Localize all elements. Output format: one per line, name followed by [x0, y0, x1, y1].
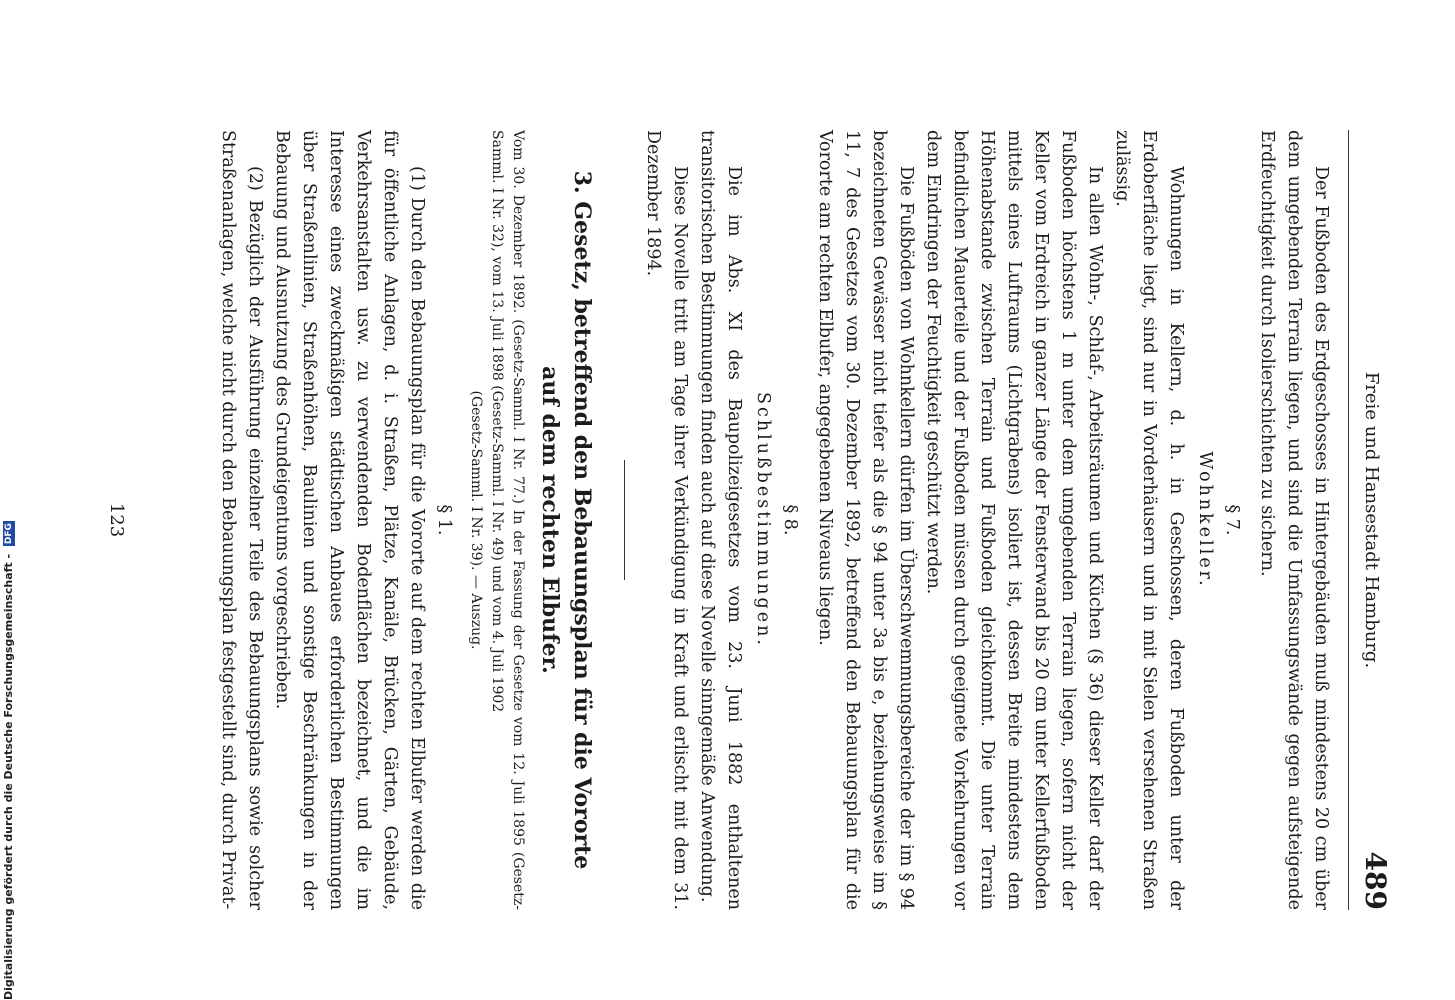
law-reference: Vom 30. Dezember 1892. (Gesetz-Samml. I Nr. 77.) In der Fassung der Gesetze vom 12. Juli 1895 (Gesetz-Samml. I Nr. 32), vom 13. Juli 1898 (Gesetz-Samml. I Nr. 49) und vom 4. Juli 1902: [489, 130, 526, 910]
law-reference-end: (Gesetz-Samml. I Nr. 39). — Auszug.: [468, 390, 484, 650]
bottom-page-number: 123: [106, 502, 127, 538]
section-heading: § 7.: [1222, 504, 1242, 536]
digitization-text: Digitalisierung gefördert durch die Deutsche Forschungsgemeinschaft -: [2, 553, 15, 1000]
law-title-line-2: auf dem rechten Elbufer.: [537, 366, 563, 674]
paragraph: Der Fußboden des Erdgeschosses in Hintergebäuden muß mindestens 20 cm über dem umgebenden Terrain liegen, und sind die Umfassungswände gegen aufsteigende Erdfeuchtigkeit durch Isolierschichten zu sichern.: [1257, 130, 1331, 910]
section-title: Schlußbestimmungen.: [753, 392, 773, 648]
paragraph: In allen Wohn-, Schlaf-, Arbeitsräumen und Küchen (§ 36) dieser Keller darf der Fußboden höchstens 1 m unter dem umgebenden Terrain liegen, sofern nicht der Keller vom Erdreich in ganzer Länge der Fensterwand bis 20 cm unter Kellerfußboden mittels eines Luftraums (Lichtgrabens) isoliert ist, dessen Breite mindestens dem Höhenabstande zwischen Terrain und Fußboden gleichkommt. Die unter Terrain befindlichen Mauerteile und der Fußboden müssen durch geeignete Vorkehrungen vor dem Eindringen der Feuchtigkeit geschützt werden.: [923, 130, 1105, 910]
page-header: [1355, 130, 1392, 910]
header-rule: [1348, 130, 1349, 910]
paragraph: (1) Durch den Bebauungsplan für die Vororte auf dem rechten Elbufer werden die für öffentliche Anlagen, d. i. Straßen, Plätze, Kanäle, Brücken, Gärten, Gebäude, Verkehrsanstalten usw. zu verwendenden Bodenflächen bezeichnet, und die im Interesse eines zweckmäßigen städtischen Anbaues erforderlichen Bestimmungen über Straßenlinien, Straßenhöhen, Baulinien und sonstige Beschränkungen in der Bebauung und Ausnutzung des Grundeigentums vorgeschrieben.: [272, 130, 427, 910]
document-page: [105, 130, 1392, 910]
running-head: Freie und Hansestadt Hamburg.: [1361, 371, 1382, 669]
section-heading: § 1.: [434, 504, 454, 536]
paragraph: Wohnungen in Kellern, d. h. in Geschossen, deren Fußboden unter der Erdoberfläche liegt, sind nur in Vorderhäusern und in mit Sielen versehenen Straßen zulässig.: [1112, 130, 1186, 910]
paragraph: Diese Novelle tritt am Tage ihrer Verkündigung in Kraft und erlischt mit dem 31. Dezember 1894.: [643, 130, 690, 910]
separator-rule: [624, 460, 625, 580]
digitization-note: [2, 521, 16, 1000]
page-number: 489: [1359, 851, 1392, 910]
paragraph: Die Fußböden von Wohnkellern dürfen im Überschwemmungsbereiche der im § 94 bezeichneten Gewässer nicht tiefer als die § 94 unter 3a bis e, beziehungsweise im § 11, 7 des Gesetzes vom 30. Dezember 1892, betreffend den Bebauungsplan für die Vororte am rechten Elbufer, angegebenen Niveaus liegen.: [815, 130, 916, 910]
dfg-logo: DFG: [4, 523, 14, 545]
section-heading: § 8.: [780, 504, 800, 536]
section-title: Wohnkeller.: [1195, 451, 1215, 589]
paragraph: Die im Abs. XI des Baupolizeigesetzes vom 23. Juni 1882 enthaltenen transitorischen Bestimmungen finden auch auf diese Novelle sinngemäße Anwendung.: [697, 130, 744, 910]
paragraph: (2) Bezüglich der Ausführung einzelner Teile des Bebauungsplans sowie solcher Straßenanlagen, welche nicht durch den Bebauungsplan festgestellt sind, durch Privat-: [218, 130, 265, 910]
law-title-line-1: 3. Gesetz, betreffend den Bebauungsplan für die Vororte: [569, 170, 595, 870]
